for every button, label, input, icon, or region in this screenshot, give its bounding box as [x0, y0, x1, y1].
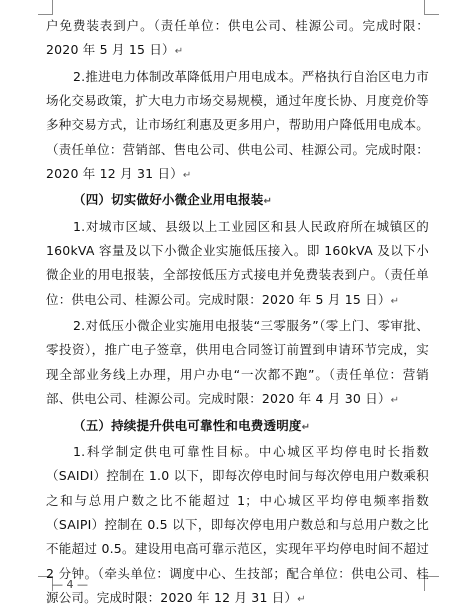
paragraph-item-2[interactable]: 2.推进电力体制改革降低用户用电成本。严格执行自治区电力市场化交易政策，扩大电力市场交易规模，通过年度长协、月度竞价等多种交易方式，让市场红利惠及更多用户，帮助用户降低用电成本。（责任单位：营销部、售电公司、供电公司、桂源公司。完成时限：2020 年 12 月 31 日）↵ — [46, 68, 429, 182]
paragraph-item-4-1[interactable]: 1.对城市区域、县级以上工业园区和县人民政府所在城镇区的 160kVA 容量及以下小微企业实施低压接入。即 160kVA 及以下小微企业的用电报装，全部按低压方式接电并免费装表到户。（责任单位：供电公司、桂源公司。完成时限：2020 年 5 月 15 日）↵ — [46, 218, 429, 307]
paragraph-mark: ↵ — [297, 593, 306, 605]
page-number: — 4 — — [52, 578, 88, 591]
paragraph-mark: ↵ — [263, 196, 273, 208]
section-heading-5[interactable]: （五）持续提升供电可靠性和电费透明度↵ — [73, 417, 311, 433]
paragraph-mark: ↵ — [182, 170, 192, 182]
crop-mark-top-left — [38, 0, 53, 15]
section-heading-4[interactable]: （四）切实做好小微企业用电报装↵ — [73, 192, 273, 208]
page-footer — [46, 578, 429, 594]
paragraph-item-4-2[interactable]: 2.对低压小微企业实施用电报装“三零服务”（零上门、零审批、零投资），推广电子签章，供用电合同签订前置到申请环节完成，实现全部业务线上办理，用户办电“一次都不跑”。（责任单位：营销部、供电公司、桂源公司。完成时限：2020 年 4 月 30 日）↵ — [46, 318, 429, 407]
paragraph-mark: ↵ — [390, 395, 400, 407]
paragraph-mark: ↵ — [301, 421, 311, 433]
paragraph-item-5-1[interactable]: 1.科学制定供电可靠性目标。中心城区平均停电时长指数（SAIDI）控制在 1.0 以下，即每次停电时间与每次停电用户数乘积之和与总用户数之比不能超过 1；中心城区平均停电频率指数（SAIPI）控制在 0.5 以下，即每次停电用户数总和与总用户数之比不能超过 0.5。建设用电高可靠示范区，实现年平均停电时间不超过 2 分钟。（牵头单位：调度中心、生技部；配合单位：供电公司、桂源公司。完成时限：2020 年 12 月 31 日）↵ — [46, 443, 429, 605]
body-text — [46, 14, 429, 612]
paragraph-mark: ↵ — [174, 46, 184, 58]
crop-mark-top-right — [424, 0, 439, 15]
paragraph-continuation[interactable]: 户免费装表到户。（责任单位：供电公司、桂源公司。完成时限：2020 年 5 月 15 日）↵ — [46, 18, 429, 58]
paragraph-mark: ↵ — [390, 295, 400, 307]
